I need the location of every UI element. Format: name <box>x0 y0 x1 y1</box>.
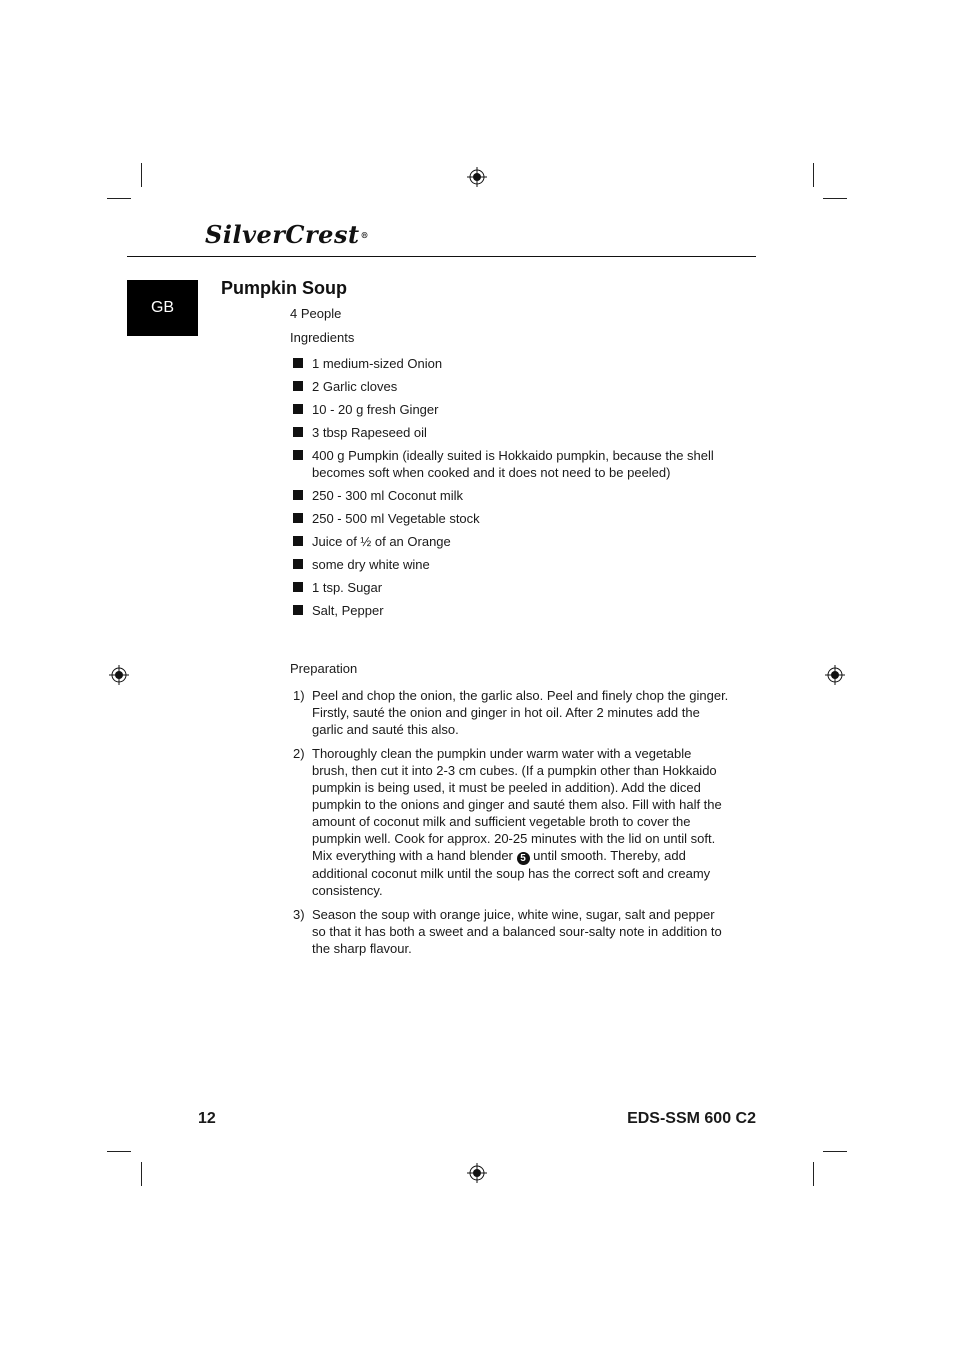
step-item <box>290 745 730 899</box>
crop-mark <box>141 163 142 187</box>
registration-mark-icon <box>467 1163 487 1183</box>
brand-logo: SilverCrest® <box>205 220 370 249</box>
list-item: 250 - 300 ml Coconut milk <box>290 487 730 504</box>
list-item: 1 medium-sized Onion <box>290 355 730 372</box>
bullet-icon <box>293 381 303 391</box>
figure-reference-icon: 5 <box>517 852 530 865</box>
crop-mark <box>813 1162 814 1186</box>
recipe-title: Pumpkin Soup <box>221 278 347 298</box>
bullet-icon <box>293 536 303 546</box>
model-number: EDS-SSM 600 C2 <box>627 1110 756 1127</box>
preparation-heading: Preparation <box>290 661 358 676</box>
language-tab: GB <box>127 280 198 336</box>
list-item: 400 g Pumpkin (ideally suited is Hokkaido pumpkin, because the shell becomes soft when cooked and it does not need to be peeled) <box>290 447 730 481</box>
list-item: 10 - 20 g fresh Ginger <box>290 401 730 418</box>
preparation-steps <box>290 687 730 964</box>
step-text: until smooth. Thereby, add additional coconut milk until the soup has the correct soft and creamy consistency. <box>312 848 711 898</box>
ingredients-heading: Ingredients <box>290 330 355 345</box>
list-item: 3 tbsp Rapeseed oil <box>290 424 730 441</box>
step-text: Season the soup with orange juice, white wine, sugar, salt and pepper so that it has both a sweet and a balanced sour-salty note in addition to the sharp flavour. <box>312 907 722 956</box>
ingredients-list <box>290 355 730 625</box>
trademark-symbol: ® <box>360 230 370 240</box>
bullet-icon <box>293 427 303 437</box>
crop-mark <box>823 1151 847 1152</box>
bullet-icon <box>293 404 303 414</box>
step-item <box>290 906 730 957</box>
bullet-icon <box>293 559 303 569</box>
crop-mark <box>107 198 131 199</box>
list-item: 2 Garlic cloves <box>290 378 730 395</box>
bullet-icon <box>293 582 303 592</box>
step-item <box>290 687 730 738</box>
page-number: 12 <box>198 1110 216 1127</box>
list-item: 1 tsp. Sugar <box>290 579 730 596</box>
header-divider <box>127 256 756 257</box>
registration-mark-icon <box>467 167 487 187</box>
registration-mark-icon <box>825 665 845 685</box>
step-number: 2) <box>293 746 305 761</box>
bullet-icon <box>293 490 303 500</box>
step-number: 3) <box>293 907 305 922</box>
bullet-icon <box>293 605 303 615</box>
bullet-icon <box>293 358 303 368</box>
crop-mark <box>107 1151 131 1152</box>
step-number: 1) <box>293 688 305 703</box>
servings: 4 People <box>290 306 342 321</box>
bullet-icon <box>293 450 303 460</box>
step-text: Peel and chop the onion, the garlic also. Peel and finely chop the ginger. Firstly, sauté the onion and ginger in hot oil. After 2 minutes add the garlic and sauté this also. <box>312 688 729 737</box>
list-item: 250 - 500 ml Vegetable stock <box>290 510 730 527</box>
list-item: Salt, Pepper <box>290 602 730 619</box>
step-text: Thoroughly clean the pumpkin under warm water with a vegetable brush, then cut it into 2-3 cm cubes. (If a pumpkin other than Hokkaido pumpkin is being used, it must be peeled in addition). Add the diced pumpkin to the onions and ginger and sauté them also. Fill with half the amount of coconut milk and sufficient vegetable broth to cover the pumpkin well. Cook for approx. 20-25 minutes with the lid on until soft. Mix everything with a hand blender <box>312 746 722 863</box>
registration-mark-icon <box>109 665 129 685</box>
crop-mark <box>141 1162 142 1186</box>
crop-mark <box>823 198 847 199</box>
bullet-icon <box>293 513 303 523</box>
list-item: Juice of ½ of an Orange <box>290 533 730 550</box>
crop-mark <box>813 163 814 187</box>
list-item: some dry white wine <box>290 556 730 573</box>
